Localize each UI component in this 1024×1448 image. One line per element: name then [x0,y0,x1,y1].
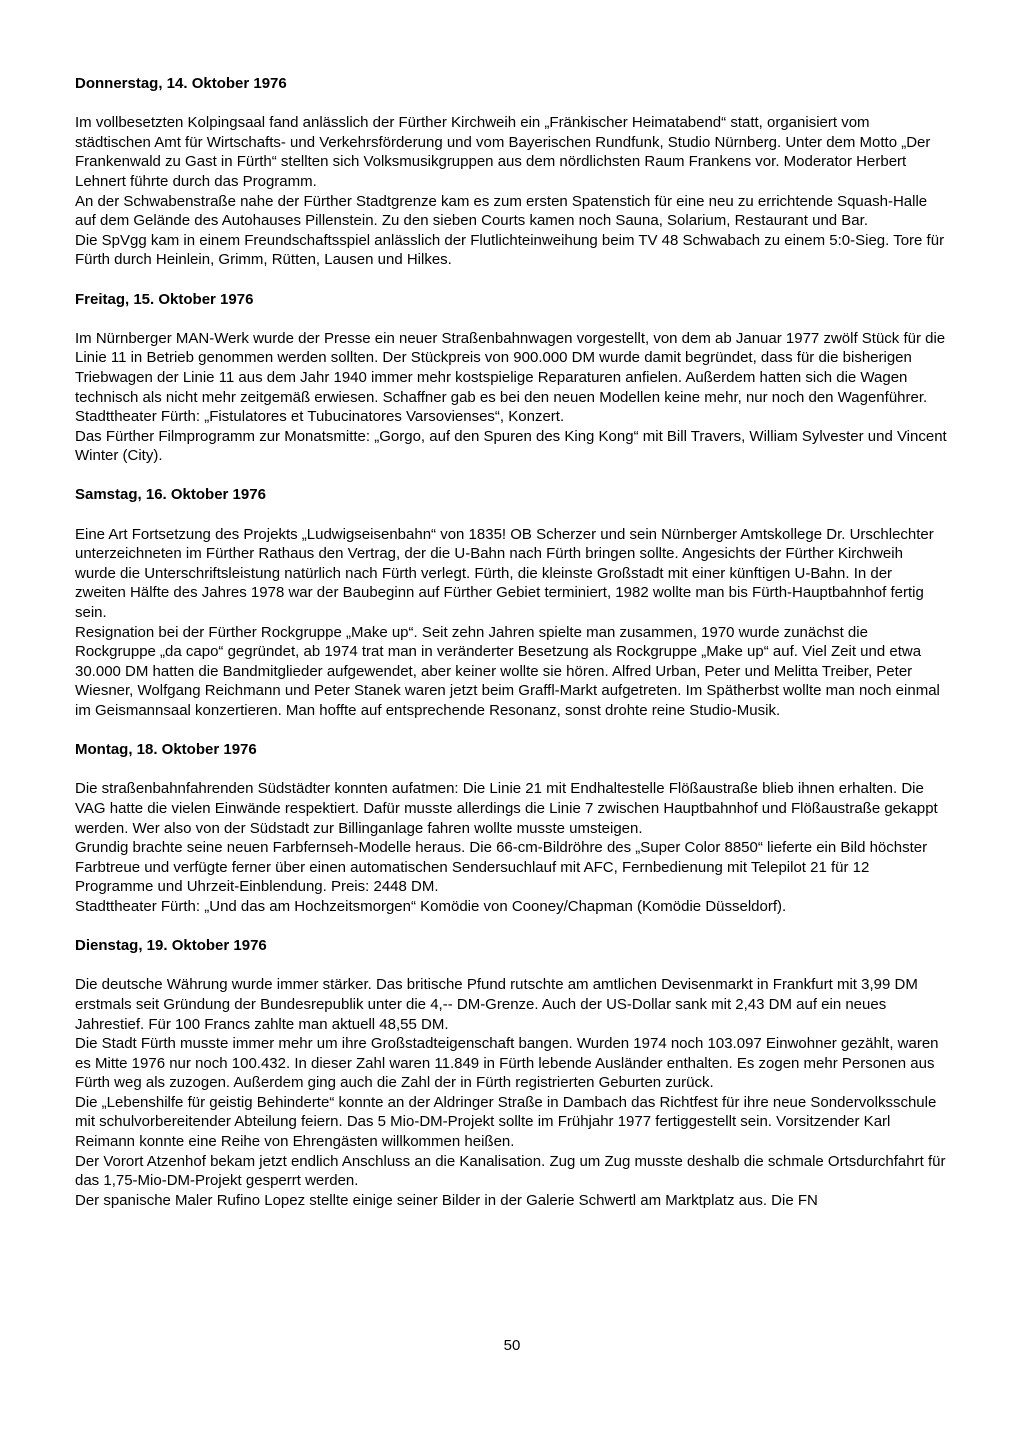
page-footer [0,1336,1024,1356]
diary-entry-montag [75,740,947,916]
entry-paragraph: Stadttheater Fürth: „Fistulatores et Tubucinatores Varsovienses“, Konzert. [75,408,565,426]
entry-heading: Samstag, 16. Oktober 1976 [75,486,266,504]
entry-paragraph: Der Vorort Atzenhof bekam jetzt endlich Anschluss an die Kanalisation. Zug um Zug musste deshalb die schmale Ortsdurchfahrt für das 1,75-Mio-DM-Projekt gesperrt werden. [75,1152,946,1190]
entry-paragraph: Die Stadt Fürth musste immer mehr um ihre Großstadteigenschaft bangen. Wurden 1974 noch 103.097 Einwohner gezählt, waren es Mitte 1976 nur noch 100.432. In dieser Zahl waren 11.849 in Fürth lebende Ausländer enthalten. Es zogen mehr Personen aus Fürth weg als zuzogen. Außerdem ging auch die Zahl der in Fürth registrierten Geburten zurück. [75,1035,939,1092]
entry-paragraph: Im Nürnberger MAN-Werk wurde der Presse ein neuer Straßenbahnwagen vorgestellt, von dem ab Januar 1977 zwölf Stück für die Linie 11 in Betrieb genommen werden sollten. Der Stückpreis von 900.000 DM wurde damit begründet, dass für die bisherigen Triebwagen der Linie 11 aus dem Jahr 1940 immer mehr kostspielige Reparaturen anfielen. Außerdem hatten sich die Wagen technisch als nicht mehr zeitgemäß erwiesen. Schaffner gab es bei den neuen Modellen keine mehr, nur noch den Wagenführer. [75,329,946,406]
entry-paragraph: Das Fürther Filmprogramm zur Monatsmitte: „Gorgo, auf den Spuren des King Kong“ mit Bill Travers, William Sylvester und Vincent Winter (City). [75,427,947,465]
document-content [75,74,947,1230]
page-number: 50 [503,1337,521,1354]
entry-paragraph: Die straßenbahnfahrenden Südstädter konnten aufatmen: Die Linie 21 mit Endhaltestelle Flößaustraße blieb ihnen erhalten. Die VAG hatte die vielen Einwände respektiert. Dafür musste allerdings die Linie 7 zwischen Hauptbahnhof und Flößaustraße gekappt werden. Wer also von der Südstadt zur Billinganlage fahren wollte musste umsteigen. [75,780,938,837]
entry-paragraph: Die SpVgg kam in einem Freundschaftsspiel anlässlich der Flutlichteinweihung beim TV 48 Schwabach zu einem 5:0-Sieg. Tore für Fürth durch Heinlein, Grimm, Rütten, Lausen und Hilkes. [75,231,945,269]
entry-paragraph: Grundig brachte seine neuen Farbfernseh-Modelle heraus. Die 66-cm-Bildröhre des „Super Color 8850“ lieferte ein Bild höchster Farbtreue und verfügte ferner über einen automatischen Sendersuchlauf mit AFC, Fernbedienung mit Telepilot 21 für 12 Programme und Uhrzeit-Einblendung. Preis: 2448 DM. [75,839,928,896]
entry-paragraph: An der Schwabenstraße nahe der Fürther Stadtgrenze kam es zum ersten Spatenstich für eine neu zu errichtende Squash-Halle auf dem Gelände des Autohauses Pillenstein. Zu den sieben Courts kamen noch Sauna, Solarium, Restaurant und Bar. [75,192,928,230]
entry-paragraph: Eine Art Fortsetzung des Projekts „Ludwigseisenbahn“ von 1835! OB Scherzer und sein Nürnberger Amtskollege Dr. Urschlechter unterzeichneten im Fürther Rathaus den Vertrag, der die U-Bahn nach Fürth bringen sollte. Angesichts der Fürther Kirchweih wurde die Unterschriftsleistung natürlich nach Fürth verlegt. Fürth, die kleinste Großstadt mit einer künftigen U-Bahn. In der zweiten Hälfte des Jahres 1978 war der Baubeginn auf Fürther Gebiet terminiert, 1982 wollte man bis Fürth-Hauptbahnhof fertig sein. [75,525,934,622]
entry-heading: Donnerstag, 14. Oktober 1976 [75,75,287,92]
entry-paragraph: Die deutsche Währung wurde immer stärker. Das britische Pfund rutschte am amtlichen Devisenmarkt in Frankfurt mit 3,99 DM erstmals seit Gründung der Bundesrepublik unter die 4,-- DM-Grenze. Auch der US-Dollar sank mit 2,43 DM auf ein neues Jahrestief. Für 100 Francs zahlte man aktuell 48,55 DM. [75,976,918,1033]
entry-paragraph: Resignation bei der Fürther Rockgruppe „Make up“. Seit zehn Jahren spielte man zusammen, 1970 wurde zunächst die Rockgruppe „da capo“ gegründet, ab 1974 trat man in veränderter Besetzung als Rockgruppe „Make up“ auf. Viel Zeit und etwa 30.000 DM hatten die Bandmitglieder aufgewendet, aber keiner wollte sie hören. Alfred Urban, Peter und Melitta Treiber, Peter Wiesner, Wolfgang Reichmann und Peter Stanek waren jetzt beim Graffl-Markt aufgetreten. Im Spätherbst wollte man noch einmal im Geismannsaal konzertieren. Man hoffte auf entsprechende Resonanz, sonst drohte reine Studio-Musik. [75,623,940,719]
entry-paragraph: Stadttheater Fürth: „Und das am Hochzeitsmorgen“ Komödie von Cooney/Chapman (Komödie Düsseldorf). [75,897,787,915]
entry-paragraph: Der spanische Maler Rufino Lopez stellte einige seiner Bilder in der Galerie Schwertl am Marktplatz aus. Die FN [75,1191,818,1209]
entry-paragraph: Die „Lebenshilfe für geistig Behinderte“ konnte an der Aldringer Straße in Dambach das Richtfest für ihre neue Sondervolksschule mit schulvorbereitender Abteilung feiern. Das 5 Mio-DM-Projekt sollte im Frühjahr 1977 fertiggestellt sein. Vorsitzender Karl Reimann konnte eine Reihe von Ehrengästen willkommen heißen. [75,1093,937,1151]
diary-entry-freitag [75,290,947,466]
diary-entry-dienstag [75,936,947,1210]
diary-entry-samstag [75,485,947,720]
diary-entry-donnerstag [75,74,947,270]
entry-heading: Dienstag, 19. Oktober 1976 [75,937,267,955]
entry-heading: Montag, 18. Oktober 1976 [75,741,257,759]
entry-heading: Freitag, 15. Oktober 1976 [75,290,254,308]
entry-paragraph: Im vollbesetzten Kolpingsaal fand anlässlich der Fürther Kirchweih ein „Fränkischer Heimatabend“ statt, organisiert vom städtischen Amt für Wirtschafts- und Verkehrsförderung und vom Bayerischen Rundfunk, Studio Nürnberg. Unter dem Motto „Der Frankenwald zu Gast in Fürth“ stellten sich Volksmusikgruppen aus dem nördlichsten Raum Frankens vor. Moderator Herbert Lehnert führte durch das Programm. [75,114,931,190]
